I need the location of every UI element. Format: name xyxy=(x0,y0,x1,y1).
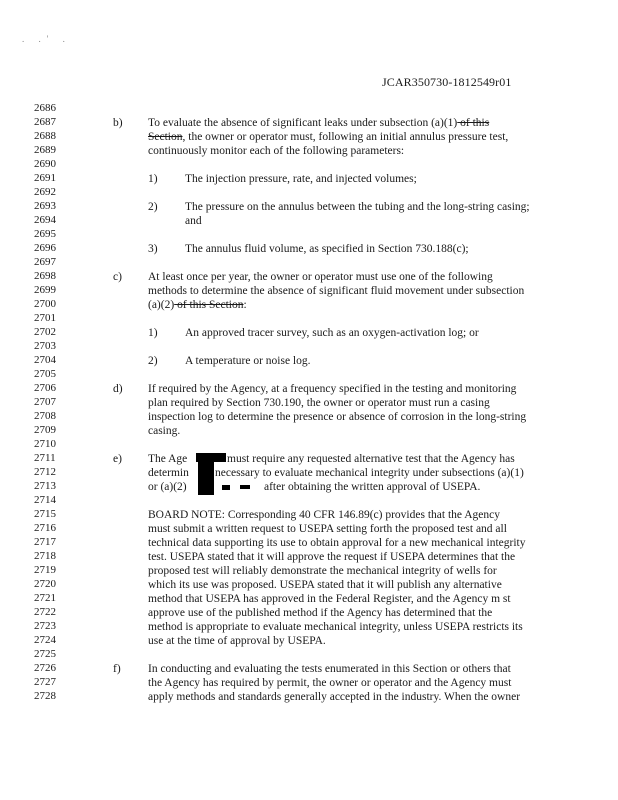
line-number: 2697 xyxy=(34,256,56,268)
line-number: 2707 xyxy=(34,396,56,408)
paragraph-line: casing. xyxy=(148,425,181,437)
line-number: 2716 xyxy=(34,522,56,534)
line-number: 2692 xyxy=(34,186,56,198)
line-number: 2713 xyxy=(34,480,56,492)
redaction-block xyxy=(222,485,230,490)
line-number: 2694 xyxy=(34,214,56,226)
line-number: 2722 xyxy=(34,606,56,618)
line-number: 2693 xyxy=(34,200,56,212)
paragraph-line: the Agency has required by permit, the owner or operator and the Agency must xyxy=(148,677,512,689)
item-text: and xyxy=(185,215,202,227)
paragraph-line: inspection log to determine the presence or absence of corrosion in the long-string xyxy=(148,411,527,423)
scan-specks: . .' . xyxy=(22,34,71,44)
line-number: 2725 xyxy=(34,648,56,660)
item-marker: 1) xyxy=(148,327,158,339)
line-number: 2710 xyxy=(34,438,56,450)
struck-text: of this Section xyxy=(174,299,244,311)
paragraph-line: The Age xyxy=(148,453,188,465)
paragraph-line: continuously monitor each of the following parameters: xyxy=(148,145,405,157)
paragraph-line: plan required by Section 730.190, the owner or operator must run a casing xyxy=(148,397,490,409)
line-number: 2695 xyxy=(34,228,56,240)
item-marker: 3) xyxy=(148,243,158,255)
line-number: 2708 xyxy=(34,410,56,422)
line-number: 2709 xyxy=(34,424,56,436)
line-number: 2726 xyxy=(34,662,56,674)
note-line: must submit a written request to USEPA setting forth the proposed test and all xyxy=(148,523,507,535)
item-text: A temperature or noise log. xyxy=(185,355,311,367)
line-number: 2728 xyxy=(34,690,56,702)
note-line: approve use of the published method if the Agency has determined that the xyxy=(148,607,493,619)
line-number: 2700 xyxy=(34,298,56,310)
note-line: BOARD NOTE: Corresponding 40 CFR 146.89(c) provides that the Agency xyxy=(148,509,500,521)
line-number: 2715 xyxy=(34,508,56,520)
line-number: 2714 xyxy=(34,494,56,506)
line-number: 2699 xyxy=(34,284,56,296)
line-number: 2719 xyxy=(34,564,56,576)
line-number: 2724 xyxy=(34,634,56,646)
line-number: 2712 xyxy=(34,466,56,478)
line-number: 2706 xyxy=(34,382,56,394)
item-text: The annulus fluid volume, as specified in Section 730.188(c); xyxy=(185,243,469,255)
line-number: 2691 xyxy=(34,172,56,184)
section-marker: d) xyxy=(113,383,123,395)
line-number: 2720 xyxy=(34,578,56,590)
line-number: 2723 xyxy=(34,620,56,632)
note-line: method that USEPA has approved in the Federal Register, and the Agency m st xyxy=(148,593,511,605)
item-text: The injection pressure, rate, and injected volumes; xyxy=(185,173,417,185)
paragraph-line: At least once per year, the owner or operator must use one of the following xyxy=(148,271,493,283)
line-number: 2698 xyxy=(34,270,56,282)
line-number: 2704 xyxy=(34,354,56,366)
paragraph-line: determin xyxy=(148,467,189,479)
line-number: 2711 xyxy=(34,452,56,464)
line-number: 2688 xyxy=(34,130,56,142)
note-line: which its use was proposed. USEPA stated that it will publish any alternative xyxy=(148,579,502,591)
line-number: 2701 xyxy=(34,312,56,324)
note-line: use at the time of approval by USEPA. xyxy=(148,635,326,647)
item-marker: 2) xyxy=(148,355,158,367)
line-number: 2718 xyxy=(34,550,56,562)
paragraph-line: must require any requested alternative test that the Agency has xyxy=(227,453,515,465)
paragraph-line: To evaluate the absence of significant leaks under subsection (a)(1) of this xyxy=(148,117,490,129)
struck-text: of this xyxy=(457,117,490,129)
line-number: 2702 xyxy=(34,326,56,338)
item-marker: 1) xyxy=(148,173,158,185)
paragraph-line: In conducting and evaluating the tests enumerated in this Section or others that xyxy=(148,663,511,675)
paragraph-line: after obtaining the written approval of USEPA. xyxy=(264,481,481,493)
paragraph-line: necessary to evaluate mechanical integrity under subsections (a)(1) xyxy=(215,467,524,479)
section-marker: f) xyxy=(113,663,121,675)
line-number: 2727 xyxy=(34,676,56,688)
redaction-block xyxy=(198,461,214,495)
line-number: 2689 xyxy=(34,144,56,156)
line-number: 2696 xyxy=(34,242,56,254)
paragraph-line: apply methods and standards generally accepted in the industry. When the owner xyxy=(148,691,521,703)
item-marker: 2) xyxy=(148,201,158,213)
paragraph-line: Section, the owner or operator must, following an initial annulus pressure test, xyxy=(148,131,509,143)
line-number: 2687 xyxy=(34,116,56,128)
line-number: 2690 xyxy=(34,158,56,170)
paragraph-line: (a)(2) of this Section: xyxy=(148,299,247,311)
note-line: method is appropriate to evaluate mechanical integrity, unless USEPA restricts its xyxy=(148,621,523,633)
line-number: 2721 xyxy=(34,592,56,604)
note-line: proposed test will reliably demonstrate the mechanical integrity of wells for xyxy=(148,565,497,577)
paragraph-line: If required by the Agency, at a frequency specified in the testing and monitoring xyxy=(148,383,517,395)
note-line: technical data supporting its use to obtain approval for a new mechanical integrity xyxy=(148,537,526,549)
section-marker: c) xyxy=(113,271,122,283)
redaction-block xyxy=(240,485,250,489)
section-marker: e) xyxy=(113,453,122,465)
section-marker: b) xyxy=(113,117,123,129)
line-number: 2717 xyxy=(34,536,56,548)
paragraph-line: or (a)(2) xyxy=(148,481,187,493)
line-number: 2686 xyxy=(34,102,56,114)
item-text: An approved tracer survey, such as an oxygen-activation log; or xyxy=(185,327,479,339)
note-line: test. USEPA stated that it will approve the request if USEPA determines that the xyxy=(148,551,516,563)
item-text: The pressure on the annulus between the tubing and the long-string casing; xyxy=(185,201,530,213)
struck-text: Section xyxy=(148,131,183,143)
line-number: 2705 xyxy=(34,368,56,380)
document-id: JCAR350730-1812549r01 xyxy=(382,75,512,89)
paragraph-line: methods to determine the absence of significant fluid movement under subsection xyxy=(148,285,525,297)
line-number: 2703 xyxy=(34,340,56,352)
